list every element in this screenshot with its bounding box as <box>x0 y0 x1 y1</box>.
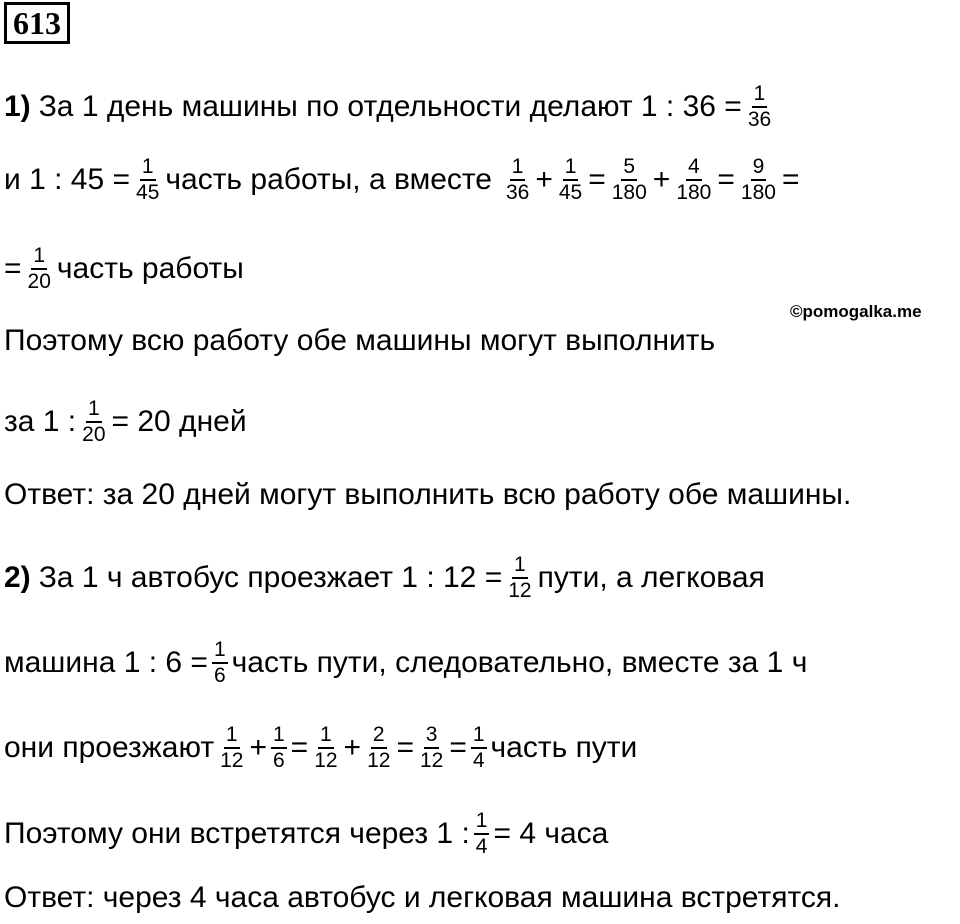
fraction: $\frac{3}{12}$ <box>419 723 444 772</box>
p1-l2-mid: часть работы, а вместе <box>165 163 492 196</box>
part-2-label: 2) <box>4 561 31 594</box>
watermark: ©pomogalka.me <box>790 302 922 321</box>
fraction: $\frac{9}{180}$ <box>740 155 776 204</box>
fraction: $\frac{1}{45}$ <box>558 155 583 204</box>
operator: = <box>449 731 467 764</box>
fraction: $\frac{1}{6}$ <box>213 638 226 687</box>
fraction: $\frac{1}{12}$ <box>314 723 338 772</box>
operator: = <box>588 163 606 196</box>
p2-l1-end: пути, а легковая <box>537 561 765 594</box>
p1-l4-text: Поэтому всю работу обе машины могут выполнить <box>4 324 716 357</box>
fraction: $\frac{1}{20}$ <box>82 397 106 446</box>
p2-answer-text: Ответ: через 4 часа автобус и легковая машина встретятся. <box>4 881 841 914</box>
p1-line-4 <box>4 321 715 361</box>
fraction: $\frac{1}{4}$ <box>472 723 485 772</box>
p2-l4-end: = 4 часа <box>493 817 609 850</box>
fraction: $\frac{1}{36}$ <box>505 155 530 204</box>
p1-l3-text: часть работы <box>56 252 244 285</box>
p1-answer-text: Ответ: за 20 дней могут выполнить всю работу обе машины. <box>4 478 852 511</box>
p1-line-1 <box>4 82 777 132</box>
p1-l1-text: За 1 день машины по отдельности делают 1 : 36 = <box>38 90 742 123</box>
p1-l5-end: = 20 дней <box>111 405 247 438</box>
p2-line-1 <box>4 553 765 603</box>
p2-line-2 <box>4 638 807 688</box>
fraction: $\frac{1}{20}$ <box>27 244 51 293</box>
operator: + <box>652 163 671 196</box>
problem-number: 613 <box>4 2 70 44</box>
operator: = <box>4 252 22 285</box>
p2-l2-start: машина 1 : 6 = <box>4 646 208 679</box>
p1-l5-start: за 1 : <box>4 405 77 438</box>
fraction: $\frac{1}{36}$ <box>747 82 772 131</box>
operator: + <box>343 731 362 764</box>
operator: = <box>396 731 414 764</box>
p2-line-4 <box>4 809 608 859</box>
part-1-label: 1) <box>4 90 31 123</box>
p1-line-2 <box>4 155 799 205</box>
p2-l3-end: часть пути <box>490 731 638 764</box>
fraction: $\frac{1}{12}$ <box>508 553 532 602</box>
fraction: $\frac{4}{180}$ <box>676 155 712 204</box>
p1-line-3 <box>4 244 244 294</box>
p2-l1-text: За 1 ч автобус проезжает 1 : 12 = <box>38 561 503 594</box>
p2-line-3 <box>4 723 637 773</box>
operator: = <box>290 731 309 764</box>
p2-l2-end: часть пути, следовательно, вместе за 1 ч <box>231 646 808 679</box>
p1-l2-start: и 1 : 45 = <box>4 163 131 196</box>
operator: + <box>249 731 267 764</box>
p2-l4-start: Поэтому они встретятся через 1 : <box>4 817 470 850</box>
fraction: $\frac{2}{12}$ <box>367 723 391 772</box>
fraction: $\frac{1}{6}$ <box>272 723 285 772</box>
operator: = <box>781 163 800 196</box>
fraction: $\frac{5}{180}$ <box>611 155 647 204</box>
p2-answer <box>4 878 840 918</box>
fraction: $\frac{1}{4}$ <box>475 809 488 858</box>
p1-answer <box>4 475 851 515</box>
p1-line-5 <box>4 397 247 447</box>
operator: + <box>535 163 553 196</box>
operator: = <box>717 163 735 196</box>
fraction: $\frac{1}{12}$ <box>220 723 244 772</box>
p2-l3-start: они проезжают <box>4 731 215 764</box>
fraction: $\frac{1}{45}$ <box>136 155 160 204</box>
